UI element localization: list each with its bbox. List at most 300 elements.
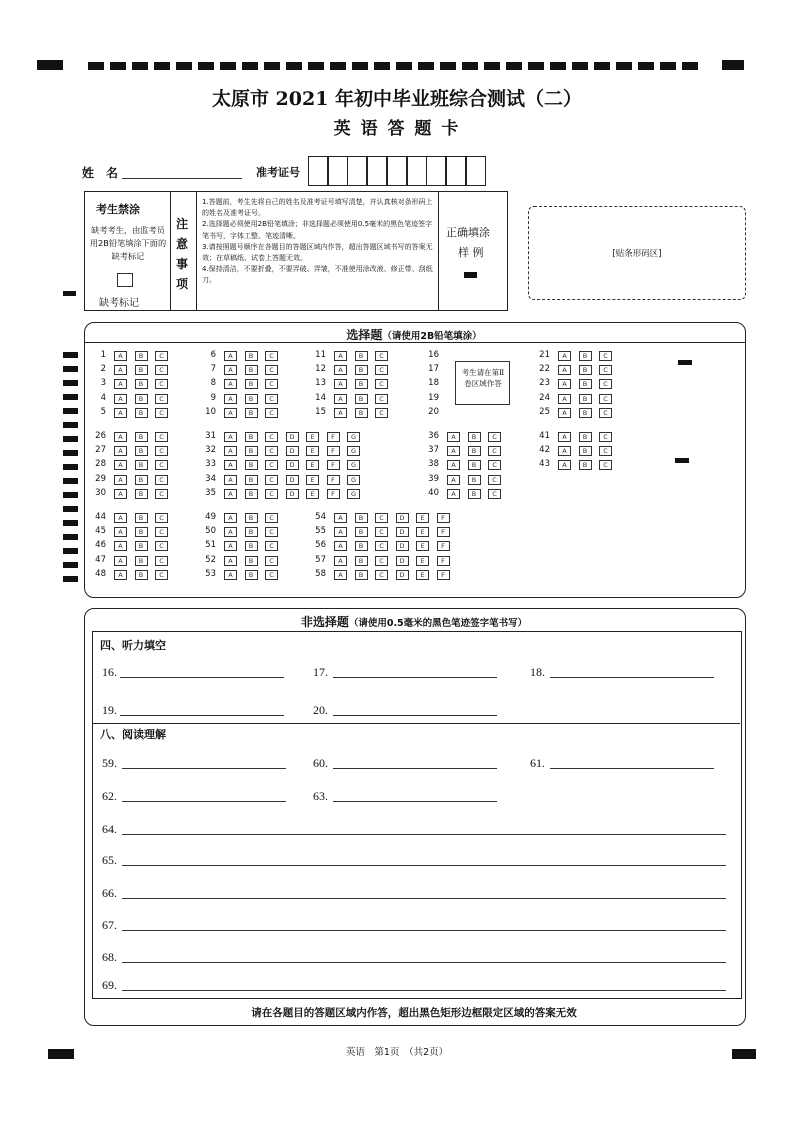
answer-bubble[interactable]: C	[375, 570, 388, 580]
answer-bubble[interactable]: E	[416, 570, 429, 580]
answer-bubble[interactable]: B	[135, 570, 148, 580]
non-mc-title: 非选择题	[300, 615, 349, 629]
question-number: 51	[205, 540, 216, 551]
answer-bubble[interactable]: C	[265, 489, 278, 499]
answer-bubble[interactable]: D	[396, 556, 409, 566]
timing-mark	[63, 352, 78, 358]
question-number: 14	[315, 392, 326, 403]
answer-bubble[interactable]: A	[224, 489, 237, 499]
answer-bubble[interactable]: C	[265, 460, 278, 470]
answer-bubble[interactable]: A	[114, 489, 127, 499]
timing-mark	[63, 506, 78, 512]
answer-bubble[interactable]: A	[447, 446, 460, 456]
answer-bubble[interactable]: B	[355, 513, 368, 523]
question-number: 5	[100, 406, 106, 417]
answer-bubble[interactable]: B	[355, 527, 368, 537]
answer-bubble[interactable]: C	[488, 446, 501, 456]
answer-bubble[interactable]: B	[579, 379, 592, 389]
answer-bubble[interactable]: A	[447, 489, 460, 499]
question-number: 21	[539, 350, 550, 360]
answer-bubble[interactable]: D	[286, 489, 299, 499]
question-number: 3	[100, 378, 106, 389]
corner-mark-top-right	[722, 60, 744, 70]
answer-bubble[interactable]: A	[558, 379, 571, 389]
answer-bubble[interactable]: F	[437, 513, 450, 523]
timing-mark	[63, 520, 78, 526]
answer-bubble[interactable]: C	[488, 432, 501, 442]
non-mc-title-row	[84, 613, 744, 630]
answer-bubble[interactable]: B	[355, 541, 368, 551]
question-number: 11	[315, 350, 326, 360]
answer-bubble[interactable]: G	[347, 446, 360, 456]
answer-bubble[interactable]: B	[135, 365, 148, 375]
answer-bubble[interactable]: D	[286, 432, 299, 442]
answer-bubble[interactable]: A	[114, 527, 127, 537]
answer-bubble[interactable]: A	[558, 460, 571, 470]
answer-bubble[interactable]: D	[286, 446, 299, 456]
q68-label: 68.	[102, 950, 117, 964]
answer-bubble[interactable]: C	[488, 489, 501, 499]
barcode-area	[528, 206, 746, 300]
q69-label: 69.	[102, 978, 117, 992]
sample-filled-mark	[464, 272, 477, 278]
answer-bubble[interactable]: E	[306, 446, 319, 456]
q18-label: 18.	[530, 665, 545, 679]
answer-bubble[interactable]: B	[245, 351, 258, 361]
answer-bubble[interactable]: B	[579, 365, 592, 375]
answer-bubble[interactable]: C	[599, 394, 612, 404]
answer-bubble[interactable]: E	[306, 460, 319, 470]
answer-bubble[interactable]: E	[416, 513, 429, 523]
question-number: 58	[315, 568, 326, 579]
answer-bubble[interactable]: B	[468, 475, 481, 485]
answer-bubble[interactable]: F	[437, 541, 450, 551]
answer-bubble[interactable]: B	[355, 394, 368, 404]
q61-label: 61.	[530, 756, 545, 770]
exam-id-cell[interactable]	[387, 156, 407, 186]
answer-bubble[interactable]: A	[224, 460, 237, 470]
answer-bubble[interactable]: D	[396, 513, 409, 523]
answer-bubble[interactable]: B	[579, 432, 592, 442]
page-subtitle: 英 语 答 题 卡	[333, 119, 461, 139]
answer-bubble[interactable]: G	[347, 432, 360, 442]
question-number: 27	[95, 445, 106, 456]
answer-bubble[interactable]: C	[375, 513, 388, 523]
q60-field[interactable]	[333, 768, 497, 769]
answer-bubble[interactable]: A	[224, 475, 237, 485]
answer-bubble[interactable]: F	[327, 489, 340, 499]
answer-bubble[interactable]: C	[375, 556, 388, 566]
q62-label: 62.	[102, 789, 117, 803]
answer-bubble[interactable]: A	[334, 351, 347, 361]
answer-bubble[interactable]: B	[135, 432, 148, 442]
answer-bubble[interactable]: F	[437, 570, 450, 580]
question-number: 22	[539, 364, 550, 375]
answer-bubble[interactable]: B	[245, 460, 258, 470]
question-number: 13	[315, 378, 326, 389]
answer-bubble[interactable]: D	[286, 475, 299, 485]
answer-bubble[interactable]: A	[558, 365, 571, 375]
answer-bubble[interactable]: E	[416, 541, 429, 551]
question-number: 18	[428, 378, 439, 389]
answer-bubble[interactable]: C	[599, 351, 612, 361]
answer-bubble[interactable]: A	[558, 394, 571, 404]
answer-bubble[interactable]: B	[245, 541, 258, 551]
answer-bubble[interactable]: A	[224, 432, 237, 442]
answer-bubble[interactable]: B	[468, 446, 481, 456]
answer-bubble[interactable]: C	[375, 379, 388, 389]
answer-bubble[interactable]: A	[114, 408, 127, 418]
question-number: 32	[205, 445, 216, 456]
answer-bubble[interactable]: C	[155, 365, 168, 375]
answer-bubble[interactable]: D	[396, 570, 409, 580]
answer-bubble[interactable]: A	[334, 408, 347, 418]
answer-bubble[interactable]: A	[114, 513, 127, 523]
answer-bubble[interactable]: C	[155, 556, 168, 566]
answer-bubble[interactable]: C	[488, 475, 501, 485]
question-number: 1	[100, 350, 106, 360]
answer-bubble[interactable]: F	[327, 432, 340, 442]
q67-field[interactable]	[122, 930, 726, 931]
exam-id-cell[interactable]	[347, 156, 367, 186]
answer-bubble[interactable]: C	[155, 513, 168, 523]
mc-title: 选择题	[346, 328, 383, 342]
question-number: 17	[428, 364, 439, 375]
answer-bubble[interactable]: F	[327, 460, 340, 470]
timing-mark	[63, 291, 76, 296]
q19-label: 19.	[102, 703, 117, 717]
answer-bubble[interactable]: C	[155, 379, 168, 389]
answer-bubble[interactable]: A	[334, 556, 347, 566]
answer-bubble[interactable]: C	[265, 432, 278, 442]
question-number: 2	[100, 364, 106, 375]
answer-bubble[interactable]: A	[114, 446, 127, 456]
timing-mark	[63, 394, 78, 400]
answer-bubble[interactable]: B	[135, 489, 148, 499]
note-3: 3.请按照题号顺序在各题目的答题区域内作答，超出答题区域书写的答案无效；在草稿纸、试卷上答题无效。	[202, 242, 433, 263]
question-number: 46	[95, 540, 106, 551]
answer-bubble[interactable]: F	[437, 527, 450, 537]
answer-bubble[interactable]: B	[245, 475, 258, 485]
answer-bubble[interactable]: C	[265, 394, 278, 404]
answer-bubble[interactable]: C	[265, 446, 278, 456]
answer-bubble[interactable]: E	[306, 489, 319, 499]
answer-bubble[interactable]: A	[224, 570, 237, 580]
answer-bubble[interactable]: B	[135, 408, 148, 418]
answer-bubble[interactable]: C	[599, 432, 612, 442]
answer-bubble[interactable]: C	[599, 365, 612, 375]
answer-bubble[interactable]: A	[224, 513, 237, 523]
answer-bubble[interactable]: C	[155, 408, 168, 418]
answer-bubble[interactable]: B	[245, 446, 258, 456]
answer-bubble[interactable]: C	[599, 460, 612, 470]
answer-bubble[interactable]: C	[375, 408, 388, 418]
question-number: 25	[539, 406, 550, 417]
answer-bubble[interactable]: C	[155, 432, 168, 442]
answer-bubble[interactable]: E	[416, 556, 429, 566]
q66-field[interactable]	[122, 898, 726, 899]
answer-bubble[interactable]: D	[286, 460, 299, 470]
non-mc-note: （请使用0.5毫米的黑色笔迹签字笔书写）	[348, 618, 528, 629]
answer-bubble[interactable]: B	[135, 475, 148, 485]
question-number: 39	[428, 473, 439, 484]
notes-list	[202, 197, 436, 287]
answer-bubble[interactable]: B	[468, 460, 481, 470]
q20-label: 20.	[313, 703, 328, 717]
answer-bubble[interactable]: C	[155, 489, 168, 499]
answer-bubble[interactable]: B	[135, 460, 148, 470]
answer-bubble[interactable]: A	[224, 408, 237, 418]
answer-bubble[interactable]: A	[114, 541, 127, 551]
answer-bubble[interactable]: A	[334, 379, 347, 389]
answer-bubble[interactable]: A	[447, 475, 460, 485]
mc-section	[84, 322, 746, 598]
exam-id-cell[interactable]	[407, 156, 427, 186]
answer-bubble[interactable]: A	[224, 365, 237, 375]
question-number: 41	[539, 431, 550, 441]
answer-bubble[interactable]: G	[347, 475, 360, 485]
answer-bubble[interactable]: C	[155, 570, 168, 580]
absent-checkbox[interactable]	[117, 273, 133, 287]
answer-bubble[interactable]: A	[114, 475, 127, 485]
answer-bubble[interactable]: A	[558, 446, 571, 456]
question-number: 8	[210, 378, 216, 389]
note-2: 2.选择题必须使用2B铅笔填涂；非选择题必须使用0.5毫米的黑色笔迹签字笔书写，字体工整、笔迹清晰。	[202, 220, 433, 240]
answer-bubble[interactable]: A	[224, 351, 237, 361]
answer-bubble[interactable]: B	[355, 570, 368, 580]
answer-bubble[interactable]: G	[347, 489, 360, 499]
answer-bubble[interactable]: C	[155, 446, 168, 456]
answer-bubble[interactable]: A	[558, 351, 571, 361]
answer-bubble[interactable]: B	[355, 408, 368, 418]
q68-field[interactable]	[122, 962, 726, 963]
answer-bubble[interactable]: A	[114, 351, 127, 361]
answer-bubble[interactable]: B	[135, 379, 148, 389]
answer-bubble[interactable]: B	[135, 394, 148, 404]
timing-mark	[678, 360, 692, 365]
answer-bubble[interactable]: C	[375, 541, 388, 551]
answer-bubble[interactable]: B	[135, 527, 148, 537]
question-number: 50	[205, 526, 216, 537]
q69-field[interactable]	[122, 990, 726, 991]
answer-bubble[interactable]: C	[155, 351, 168, 361]
answer-bubble[interactable]: A	[114, 556, 127, 566]
exam-id-cell[interactable]	[328, 156, 348, 186]
answer-bubble[interactable]: A	[447, 432, 460, 442]
answer-bubble[interactable]: C	[155, 527, 168, 537]
answer-bubble[interactable]: A	[224, 527, 237, 537]
answer-bubble[interactable]: A	[224, 379, 237, 389]
question-number: 40	[428, 487, 439, 498]
answer-bubble[interactable]: A	[114, 379, 127, 389]
section-reading: 八、阅读理解	[100, 728, 166, 741]
q66-label: 66.	[102, 886, 117, 900]
answer-bubble[interactable]: C	[599, 408, 612, 418]
answer-bubble[interactable]: F	[437, 556, 450, 566]
answer-bubble[interactable]: C	[265, 541, 278, 551]
answer-bubble[interactable]: A	[558, 432, 571, 442]
answer-bubble[interactable]: C	[375, 527, 388, 537]
answer-bubble[interactable]: C	[375, 394, 388, 404]
answer-bubble[interactable]: A	[114, 570, 127, 580]
question-number: 37	[428, 445, 439, 456]
answer-bubble[interactable]: B	[245, 394, 258, 404]
answer-bubble[interactable]: C	[265, 570, 278, 580]
answer-bubble[interactable]: A	[558, 408, 571, 418]
timing-mark	[63, 478, 78, 484]
q65-field[interactable]	[122, 865, 726, 866]
answer-bubble[interactable]: B	[579, 394, 592, 404]
q20-field[interactable]	[333, 715, 497, 716]
answer-bubble[interactable]: C	[155, 541, 168, 551]
question-number: 24	[539, 392, 550, 403]
answer-bubble[interactable]: C	[265, 513, 278, 523]
answer-bubble[interactable]: F	[327, 475, 340, 485]
answer-bubble[interactable]: C	[155, 475, 168, 485]
answer-bubble[interactable]: A	[334, 570, 347, 580]
note-4: 4.保持清洁，不要折叠，不要弄破、弄皱，不准使用涂改液、修正带、刮纸刀。	[202, 265, 433, 285]
note-1: 1.答题前，考生先将自己的姓名及准考证号填写清楚，并认真核对条形码上的姓名及准考证号。	[202, 198, 433, 218]
section-listening: 四、听力填空	[100, 639, 166, 652]
answer-bubble[interactable]: A	[114, 432, 127, 442]
absent-mark-label: 缺考标记	[99, 298, 139, 309]
answer-bubble[interactable]: B	[245, 570, 258, 580]
answer-bubble[interactable]: B	[468, 489, 481, 499]
answer-bubble[interactable]: B	[355, 556, 368, 566]
answer-bubble[interactable]: E	[306, 432, 319, 442]
exam-id-cell[interactable]	[426, 156, 446, 186]
answer-bubble[interactable]: C	[375, 351, 388, 361]
q16-field[interactable]	[120, 677, 284, 678]
answer-bubble[interactable]: A	[334, 365, 347, 375]
q63-field[interactable]	[333, 801, 497, 802]
timing-mark	[63, 380, 78, 386]
answer-bubble[interactable]: B	[135, 513, 148, 523]
answer-bubble[interactable]: B	[135, 446, 148, 456]
answer-bubble[interactable]: D	[396, 541, 409, 551]
answer-bubble[interactable]: B	[579, 351, 592, 361]
timing-mark-row	[88, 62, 698, 70]
answer-bubble[interactable]: B	[355, 365, 368, 375]
question-number: 47	[95, 554, 106, 565]
answer-bubble[interactable]: C	[265, 351, 278, 361]
answer-bubble[interactable]: A	[334, 527, 347, 537]
answer-bubble[interactable]: B	[135, 541, 148, 551]
q17-field[interactable]	[333, 677, 497, 678]
q19-field[interactable]	[120, 715, 284, 716]
answer-bubble[interactable]: B	[245, 365, 258, 375]
answer-bubble[interactable]: B	[245, 489, 258, 499]
q18-field[interactable]	[550, 677, 714, 678]
answer-bubble[interactable]: A	[114, 460, 127, 470]
answer-bubble[interactable]: B	[245, 432, 258, 442]
question-number: 53	[205, 568, 216, 579]
name-field[interactable]	[122, 178, 242, 179]
answer-bubble[interactable]: C	[265, 365, 278, 375]
answer-bubble[interactable]: C	[488, 460, 501, 470]
answer-bubble[interactable]: C	[599, 379, 612, 389]
answer-bubble[interactable]: B	[355, 351, 368, 361]
answer-bubble[interactable]: B	[579, 460, 592, 470]
page-title: 太原市 2021 年初中毕业班综合测试（二）	[211, 88, 583, 110]
exam-id-cell[interactable]	[466, 156, 486, 186]
answer-bubble[interactable]: F	[327, 446, 340, 456]
answer-bubble[interactable]: A	[224, 556, 237, 566]
name-label: 姓 名	[82, 166, 119, 180]
absent-text: 缺考考生，由监考员用2B铅笔填涂下面的缺考标记	[89, 225, 167, 261]
exam-id-cell[interactable]	[367, 156, 387, 186]
answer-bubble[interactable]: G	[347, 460, 360, 470]
answer-bubble[interactable]: C	[599, 446, 612, 456]
answer-bubble[interactable]: C	[265, 408, 278, 418]
question-number: 6	[210, 350, 216, 360]
answer-bubble[interactable]: B	[468, 432, 481, 442]
answer-bubble[interactable]: C	[155, 460, 168, 470]
answer-bubble[interactable]: B	[355, 379, 368, 389]
q17-label: 17.	[313, 665, 328, 679]
question-number: 9	[210, 392, 216, 403]
answer-bubble[interactable]: B	[245, 513, 258, 523]
answer-bubble[interactable]: A	[334, 541, 347, 551]
answer-bubble[interactable]: C	[265, 527, 278, 537]
q64-field[interactable]	[122, 834, 726, 835]
answer-bubble[interactable]: A	[224, 541, 237, 551]
timing-mark	[63, 408, 78, 414]
question-number: 28	[95, 459, 106, 470]
answer-bubble[interactable]: B	[135, 351, 148, 361]
answer-bubble[interactable]: A	[334, 513, 347, 523]
answer-bubble[interactable]: B	[245, 379, 258, 389]
q59-field[interactable]	[122, 768, 286, 769]
sample-sub: 样 例	[458, 246, 484, 259]
q61-field[interactable]	[550, 768, 714, 769]
answer-bubble[interactable]: A	[114, 365, 127, 375]
answer-bubble[interactable]: B	[135, 556, 148, 566]
timing-mark	[63, 576, 78, 582]
answer-bubble[interactable]: A	[224, 394, 237, 404]
question-number: 54	[315, 512, 326, 522]
answer-bubble[interactable]: C	[155, 394, 168, 404]
answer-bubble[interactable]: C	[265, 556, 278, 566]
answer-bubble[interactable]: E	[416, 527, 429, 537]
question-number: 49	[205, 512, 216, 522]
timing-mark	[63, 562, 78, 568]
notes-title: 注意事项	[176, 217, 189, 291]
answer-bubble[interactable]: C	[265, 475, 278, 485]
q62-field[interactable]	[122, 801, 286, 802]
answer-bubble[interactable]: A	[447, 460, 460, 470]
id-label: 准考证号	[256, 166, 300, 179]
exam-id-cell[interactable]	[308, 156, 328, 186]
answer-bubble[interactable]: A	[114, 394, 127, 404]
answer-bubble[interactable]: A	[224, 446, 237, 456]
answer-bubble[interactable]: A	[334, 394, 347, 404]
answer-bubble[interactable]: C	[375, 365, 388, 375]
question-number: 44	[95, 512, 106, 522]
answer-bubble[interactable]: B	[245, 527, 258, 537]
answer-bubble[interactable]: D	[396, 527, 409, 537]
exam-id-cell[interactable]	[446, 156, 466, 186]
answer-bubble[interactable]: E	[306, 475, 319, 485]
answer-bubble[interactable]: B	[579, 408, 592, 418]
answer-bubble[interactable]: B	[245, 556, 258, 566]
divider	[438, 191, 439, 311]
question-number: 7	[210, 364, 216, 375]
answer-bubble[interactable]: B	[245, 408, 258, 418]
answer-bubble[interactable]: B	[579, 446, 592, 456]
answer-bubble[interactable]: C	[265, 379, 278, 389]
section-line	[92, 723, 740, 724]
